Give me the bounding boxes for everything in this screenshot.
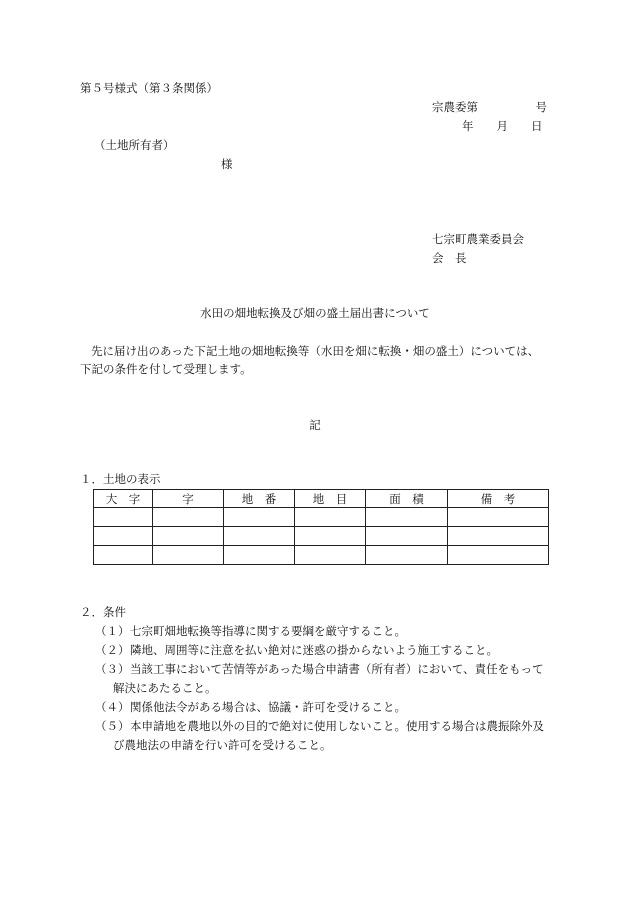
- table-cell: [153, 508, 224, 527]
- condition-item-1: [95, 623, 406, 639]
- condition-text: 関係他法令がある場合は、協議・許可を受けること。: [130, 700, 406, 714]
- condition-item-3-continuation: 解決にあたること。: [113, 681, 217, 695]
- table-cell: [366, 508, 448, 527]
- table-row: [94, 527, 549, 546]
- condition-item-5: [95, 718, 544, 734]
- condition-number: （１）: [95, 624, 130, 638]
- table-cell: [224, 508, 295, 527]
- land-table-header: [94, 490, 549, 508]
- condition-item-4: [95, 699, 406, 715]
- table-cell: [224, 546, 295, 565]
- col-header-biko: 備 考: [448, 490, 549, 508]
- table-cell: [366, 527, 448, 546]
- table-cell: [448, 546, 549, 565]
- table-cell: [94, 546, 153, 565]
- condition-number: （２）: [95, 643, 130, 657]
- condition-text: 本申請地を農地以外の目的で絶対に使用しないこと。使用する場合は農振除外及: [130, 719, 544, 733]
- table-cell: [448, 527, 549, 546]
- table-cell: [94, 527, 153, 546]
- condition-item-3: [95, 661, 544, 677]
- sender-title: 会 長: [432, 251, 467, 265]
- condition-text: 隣地、周囲等に注意を払い絶対に迷惑の掛からないよう施工すること。: [130, 643, 498, 657]
- table-cell: [94, 508, 153, 527]
- col-header-aza: 字: [153, 490, 224, 508]
- table-cell: [153, 527, 224, 546]
- col-header-menseki: 面 積: [366, 490, 448, 508]
- table-cell: [448, 508, 549, 527]
- col-header-oaza: 大 字: [94, 490, 153, 508]
- sender-organization: 七宗町農業委員会: [432, 232, 524, 246]
- ki-marker: 記: [309, 418, 321, 432]
- table-cell: [153, 546, 224, 565]
- condition-text: 当該工事において苦情等があった場合申請書（所有者）において、責任をもって: [130, 662, 544, 676]
- table-row: [94, 546, 549, 565]
- condition-number: （５）: [95, 719, 130, 733]
- table-cell: [366, 546, 448, 565]
- table-cell: [224, 527, 295, 546]
- col-header-chimoku: 地 目: [295, 490, 366, 508]
- addressee-label: （土地所有者）: [94, 138, 175, 152]
- body-line-1: 先に届け出のあった下記土地の畑地転換等（水田を畑に転換・畑の盛土）については、: [91, 344, 540, 358]
- condition-item-5-continuation: び農地法の申請を行い許可を受けること。: [113, 738, 332, 752]
- body-line-2: 下記の条件を付して受理します。: [80, 362, 252, 376]
- table-cell: [295, 527, 366, 546]
- table-cell: [295, 508, 366, 527]
- table-cell: [295, 546, 366, 565]
- conditions-heading: ２．条件: [80, 605, 126, 619]
- issue-date: 年 月 日: [462, 119, 543, 133]
- condition-item-2: [95, 642, 498, 658]
- document-number: 宗農委第 号: [432, 100, 547, 114]
- condition-number: （４）: [95, 700, 130, 714]
- addressee-honorific: 様: [221, 157, 233, 171]
- land-section-heading: １．土地の表示: [80, 472, 161, 486]
- condition-text: 七宗町畑地転換等指導に関する要綱を厳守すること。: [130, 624, 406, 638]
- land-table: [93, 489, 549, 565]
- table-row: [94, 508, 549, 527]
- document-title: 水田の畑地転換及び畑の盛土届出書について: [200, 306, 430, 320]
- col-header-chiban: 地 番: [224, 490, 295, 508]
- condition-number: （３）: [95, 662, 130, 676]
- form-number: 第５号様式（第３条関係）: [80, 81, 218, 95]
